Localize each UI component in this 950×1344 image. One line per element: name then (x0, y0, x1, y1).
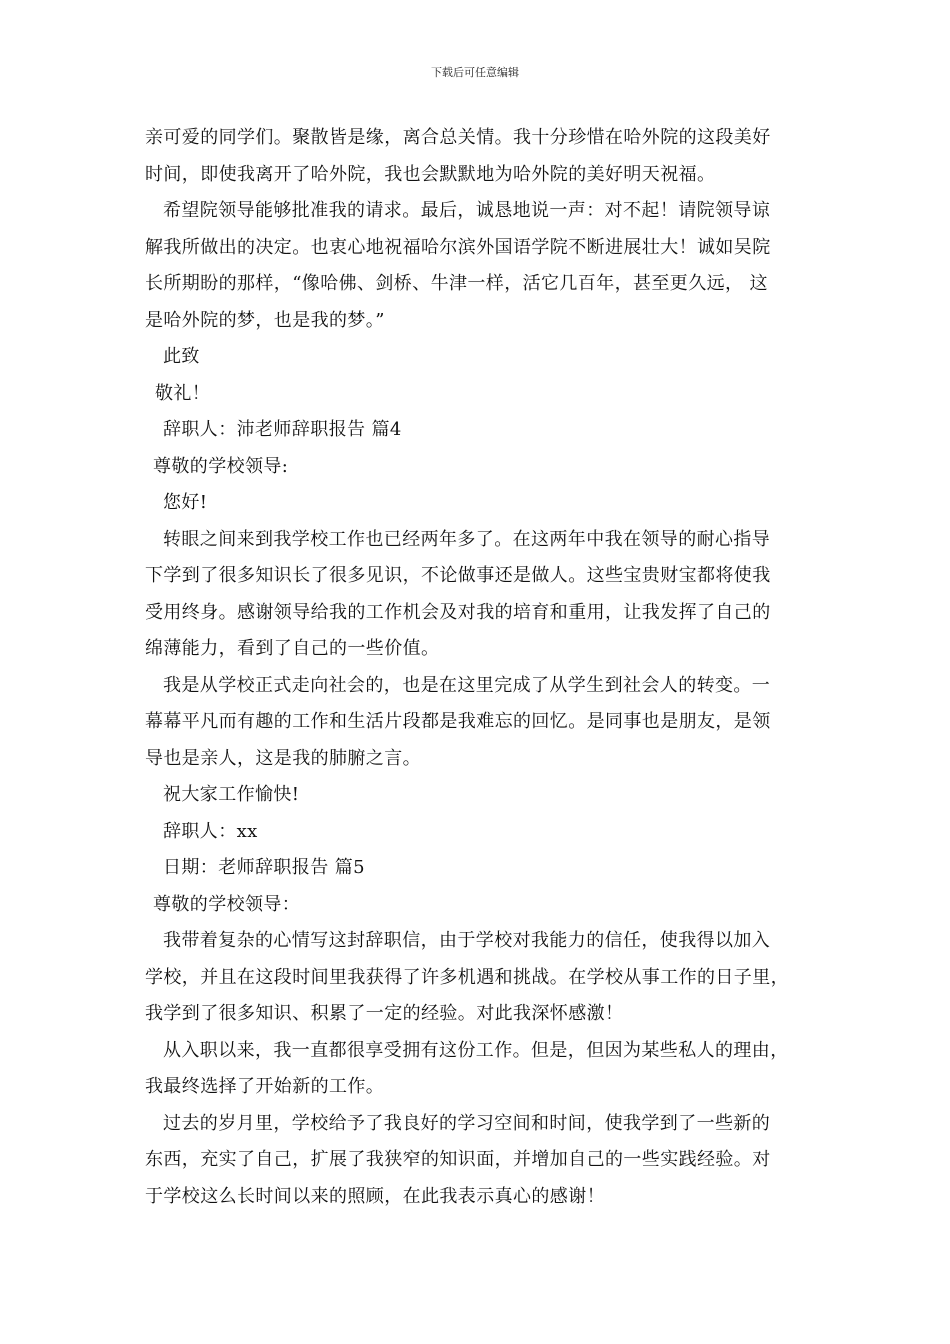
closing-line: 此致 (163, 346, 200, 367)
closing-line: 祝大家工作愉快! (163, 784, 300, 805)
page-header: 下载后可任意编辑 (431, 66, 519, 79)
paragraph-line: 我最终选择了开始新的工作。 (145, 1076, 385, 1097)
paragraph-line: 长所期盼的那样，“像哈佛、剑桥、牛津一样，活它几百年，甚至更久远， 这 (145, 273, 768, 294)
greeting-line: 您好! (163, 492, 208, 513)
signature-line: 辞职人：沛老师辞职报告 篇4 (163, 419, 402, 440)
salutation-line: 尊敬的学校领导: (153, 455, 289, 477)
paragraph-line: 是哈外院的梦，也是我的梦。” (145, 309, 385, 331)
paragraph-line: 我是从学校正式走向社会的，也是在这里完成了从学生到社会人的转变。一 (163, 674, 771, 696)
paragraph-line: 于学校这么长时间以来的照顾，在此我表示真心的感谢！ (145, 1185, 605, 1207)
paragraph-line: 我学到了很多知识、积累了一定的经验。对此我深怀感激！ (145, 1003, 624, 1024)
paragraph-line: 亲可爱的同学们。聚散皆是缘，离合总关情。我十分珍惜在哈外院的这段美好 (145, 127, 771, 148)
paragraph-line: 导也是亲人，这是我的肺腑之言。 (145, 747, 421, 769)
paragraph-line: 转眼之间来到我学校工作也已经两年多了。在这两年中我在领导的耐心指导 (163, 528, 771, 550)
date-line: 日期：老师辞职报告 篇5 (163, 857, 365, 878)
paragraph-line: 东西，充实了自己，扩展了我狭窄的知识面，并增加自己的一些实践经验。对 (145, 1149, 771, 1170)
document-body (145, 120, 810, 1215)
paragraph-line: 从入职以来，我一直都很享受拥有这份工作。但是，但因为某些私人的理由， (163, 1039, 789, 1061)
paragraph-line: 受用终身。感谢领导给我的工作机会及对我的培育和重用，让我发挥了自己的 (145, 601, 771, 623)
paragraph-line: 学校，并且在这段时间里我获得了许多机遇和挑战。在学校从事工作的日子里， (145, 966, 789, 988)
paragraph-line: 我带着复杂的心情写这封辞职信，由于学校对我能力的信任，使我得以加入 (163, 930, 771, 951)
paragraph-line: 绵薄能力，看到了自己的一些价值。 (145, 638, 440, 659)
salutation-line: 尊敬的学校领导： (153, 893, 301, 915)
paragraph-line: 希望院领导能够批准我的请求。最后，诚恳地说一声：对不起！请院领导谅 (163, 200, 771, 221)
paragraph-line: 过去的岁月里，学校给予了我良好的学习空间和时间，使我学到了一些新的 (163, 1112, 771, 1134)
paragraph-line: 时间，即使我离开了哈外院，我也会默默地为哈外院的美好明天祝福。 (145, 163, 716, 185)
paragraph-line: 解我所做出的决定。也衷心地祝福哈尔滨外国语学院不断进展壮大！诚如吴院 (145, 236, 771, 258)
paragraph-line: 幕幕平凡而有趣的工作和生活片段都是我难忘的回忆。是同事也是朋友，是领 (145, 711, 771, 732)
closing-line: 敬礼！ (155, 382, 211, 404)
paragraph-line: 下学到了很多知识长了很多见识，不论做事还是做人。这些宝贵财宝都将使我 (145, 565, 771, 586)
signature-line: 辞职人：xx (163, 820, 258, 842)
